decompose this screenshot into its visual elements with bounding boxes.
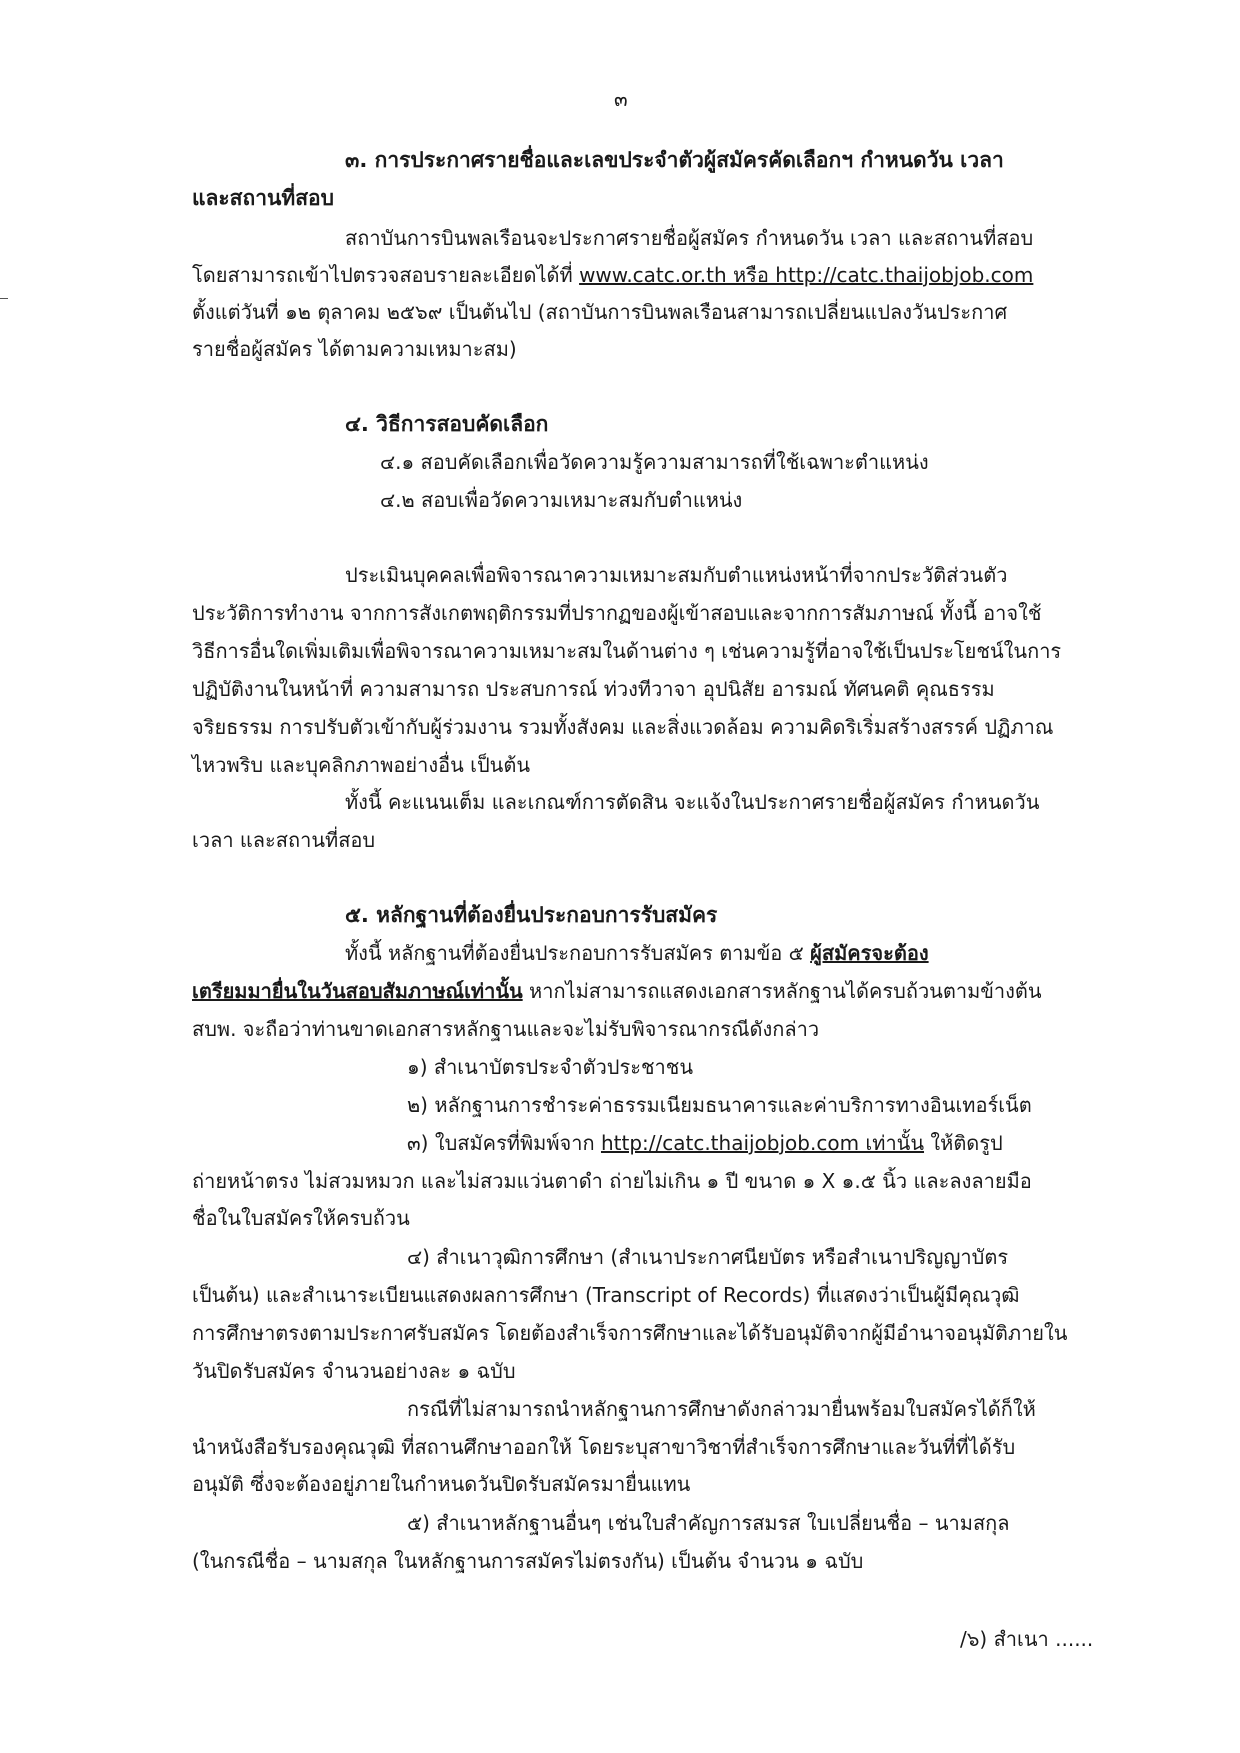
emphasis-text: เตรียมมายื่นในวันสอบสัมภาษณ์เท่านั้น [192, 979, 523, 1003]
section4-paragraph-line: เวลา และสถานที่สอบ [192, 828, 376, 852]
section3-paragraph-line: รายชื่อผู้สมัคร ได้ตามความเหมาะสม) [192, 337, 517, 361]
margin-mark [0, 298, 8, 299]
text: ให้ติดรูป [924, 1131, 1003, 1155]
section5-case-line: นำหนังสือรับรองคุณวุฒิ ที่สถานศึกษาออกให้ โดยระบุสาขาวิชาที่สำเร็จการศึกษาและวันที่ที่ได้รับ [192, 1435, 1016, 1459]
section4-paragraph-line: ไหวพริบ และบุคลิกภาพอย่างอื่น เป็นต้น [192, 753, 531, 777]
section4-paragraph-line: จริยธรรม การปรับตัวเข้ากับผู้ร่วมงาน รวมทั้งสังคม และสิ่งแวดล้อม ความคิดริเริ่มสร้างสรรค์ ปฏิภาณ [192, 715, 1054, 739]
section5-item-2: ๒) หลักฐานการชำระค่าธรรมเนียมธนาคารและค่าบริการทางอินเทอร์เน็ต [407, 1093, 1032, 1117]
section4-item-1: ๔.๑ สอบคัดเลือกเพื่อวัดความรู้ความสามารถที่ใช้เฉพาะตำแหน่ง [380, 450, 929, 474]
section5-item-4-line: การศึกษาตรงตามประกาศรับสมัคร โดยต้องสำเร็จการศึกษาและได้รับอนุมัติจากผู้มีอำนาจอนุมัติภายใน [192, 1321, 1068, 1345]
section5-heading: ๕. หลักฐานที่ต้องยื่นประกอบการรับสมัคร [345, 903, 718, 927]
section4-paragraph-line: ประเมินบุคคลเพื่อพิจารณาความเหมาะสมกับตำแหน่งหน้าที่จากประวัติส่วนตัว [345, 563, 1008, 587]
section5-item-5: ๕) สำเนาหลักฐานอื่นๆ เช่นใบสำคัญการสมรส ใบเปลี่ยนชื่อ – นามสกุล [407, 1511, 1010, 1535]
section3-heading-line1: ๓. การประกาศรายชื่อและเลขประจำตัวผู้สมัครคัดเลือกฯ กำหนดวัน เวลา [345, 148, 1004, 172]
section4-paragraph-line: ปฏิบัติงานในหน้าที่ ความสามารถ ประสบการณ์ ท่วงทีวาจา อุปนิสัย อารมณ์ ทัศนคติ คุณธรรม [192, 677, 995, 701]
section3-paragraph-line [192, 260, 1033, 290]
website-link[interactable]: www.catc.or.th หรือ http://catc.thaijobjob.com [579, 263, 1034, 287]
emphasis-text: ผู้สมัครจะต้อง [810, 941, 929, 965]
section5-intro-line [345, 938, 929, 968]
continued-footer: /๖) สำเนา ...... [960, 1627, 1094, 1651]
section5-case-line: กรณีที่ไม่สามารถนำหลักฐานการศึกษาดังกล่าวมายื่นพร้อมใบสมัครได้ก็ให้ [407, 1397, 1036, 1421]
section5-item-5-line: (ในกรณีชื่อ – นามสกุล ในหลักฐานการสมัครไม่ตรงกัน) เป็นต้น จำนวน ๑ ฉบับ [192, 1549, 864, 1573]
section5-intro-line [192, 976, 1042, 1006]
text: โดยสามารถเข้าไปตรวจสอบรายละเอียดได้ที่ [192, 263, 580, 287]
section5-item-4-line: เป็นต้น) และสำเนาระเบียนแสดงผลการศึกษา (Transcript of Records) ที่แสดงว่าเป็นผู้มีคุณวุฒิ [192, 1283, 1020, 1307]
section4-item-2: ๔.๒ สอบเพื่อวัดความเหมาะสมกับตำแหน่ง [380, 488, 743, 512]
application-link[interactable]: http://catc.thaijobjob.com เท่านั้น [600, 1131, 925, 1155]
section5-item-1: ๑) สำเนาบัตรประจำตัวประชาชน [407, 1055, 694, 1079]
section3-paragraph-line: ตั้งแต่วันที่ ๑๒ ตุลาคม ๒๕๖๙ เป็นต้นไป (สถาบันการบินพลเรือนสามารถเปลี่ยนแปลงวันประกาศ [192, 300, 1008, 324]
text: หากไม่สามารถแสดงเอกสารหลักฐานได้ครบถ้วนตามข้างต้น [522, 979, 1042, 1003]
section4-paragraph-line: ทั้งนี้ คะแนนเต็ม และเกณฑ์การตัดสิน จะแจ้งในประกาศรายชื่อผู้สมัคร กำหนดวัน [345, 790, 1040, 814]
section3-paragraph-line: สถาบันการบินพลเรือนจะประกาศรายชื่อผู้สมัคร กำหนดวัน เวลา และสถานที่สอบ [345, 226, 1034, 250]
section5-intro-line: สบพ. จะถือว่าท่านขาดเอกสารหลักฐานและจะไม่รับพิจารณากรณีดังกล่าว [192, 1017, 820, 1041]
section4-heading: ๔. วิธีการสอบคัดเลือก [345, 412, 549, 436]
section3-heading-line2: และสถานที่สอบ [192, 186, 334, 210]
section5-item-3 [407, 1128, 1003, 1158]
section5-item-3-line: ถ่ายหน้าตรง ไม่สวมหมวก และไม่สวมแว่นตาดำ ถ่ายไม่เกิน ๑ ปี ขนาด ๑ X ๑.๕ นิ้ว และลงลายมือ [192, 1169, 1032, 1193]
section4-paragraph-line: วิธีการอื่นใดเพิ่มเติมเพื่อพิจารณาความเหมาะสมในด้านต่าง ๆ เช่นความรู้ที่อาจใช้เป็นประโยชน์ในการ [192, 639, 1062, 663]
section5-item-4-line: วันปิดรับสมัคร จำนวนอย่างละ ๑ ฉบับ [192, 1359, 516, 1383]
section4-paragraph-line: ประวัติการทำงาน จากการสังเกตพฤติกรรมที่ปรากฏของผู้เข้าสอบและจากการสัมภาษณ์ ทั้งนี้ อาจใช้ [192, 601, 1042, 625]
text: ทั้งนี้ หลักฐานที่ต้องยื่นประกอบการรับสมัคร ตามข้อ ๕ [345, 941, 811, 965]
section5-item-3-line: ชื่อในใบสมัครให้ครบถ้วน [192, 1206, 410, 1230]
section5-item-4: ๔) สำเนาวุฒิการศึกษา (สำเนาประกาศนียบัตร หรือสำเนาปริญญาบัตร [407, 1245, 1009, 1269]
section5-case-line: อนุมัติ ซึ่งจะต้องอยู่ภายในกำหนดวันปิดรับสมัครมายื่นแทน [192, 1472, 691, 1496]
page-number: ๓ [614, 87, 628, 111]
text: ๓) ใบสมัครที่พิมพ์จาก [407, 1131, 601, 1155]
